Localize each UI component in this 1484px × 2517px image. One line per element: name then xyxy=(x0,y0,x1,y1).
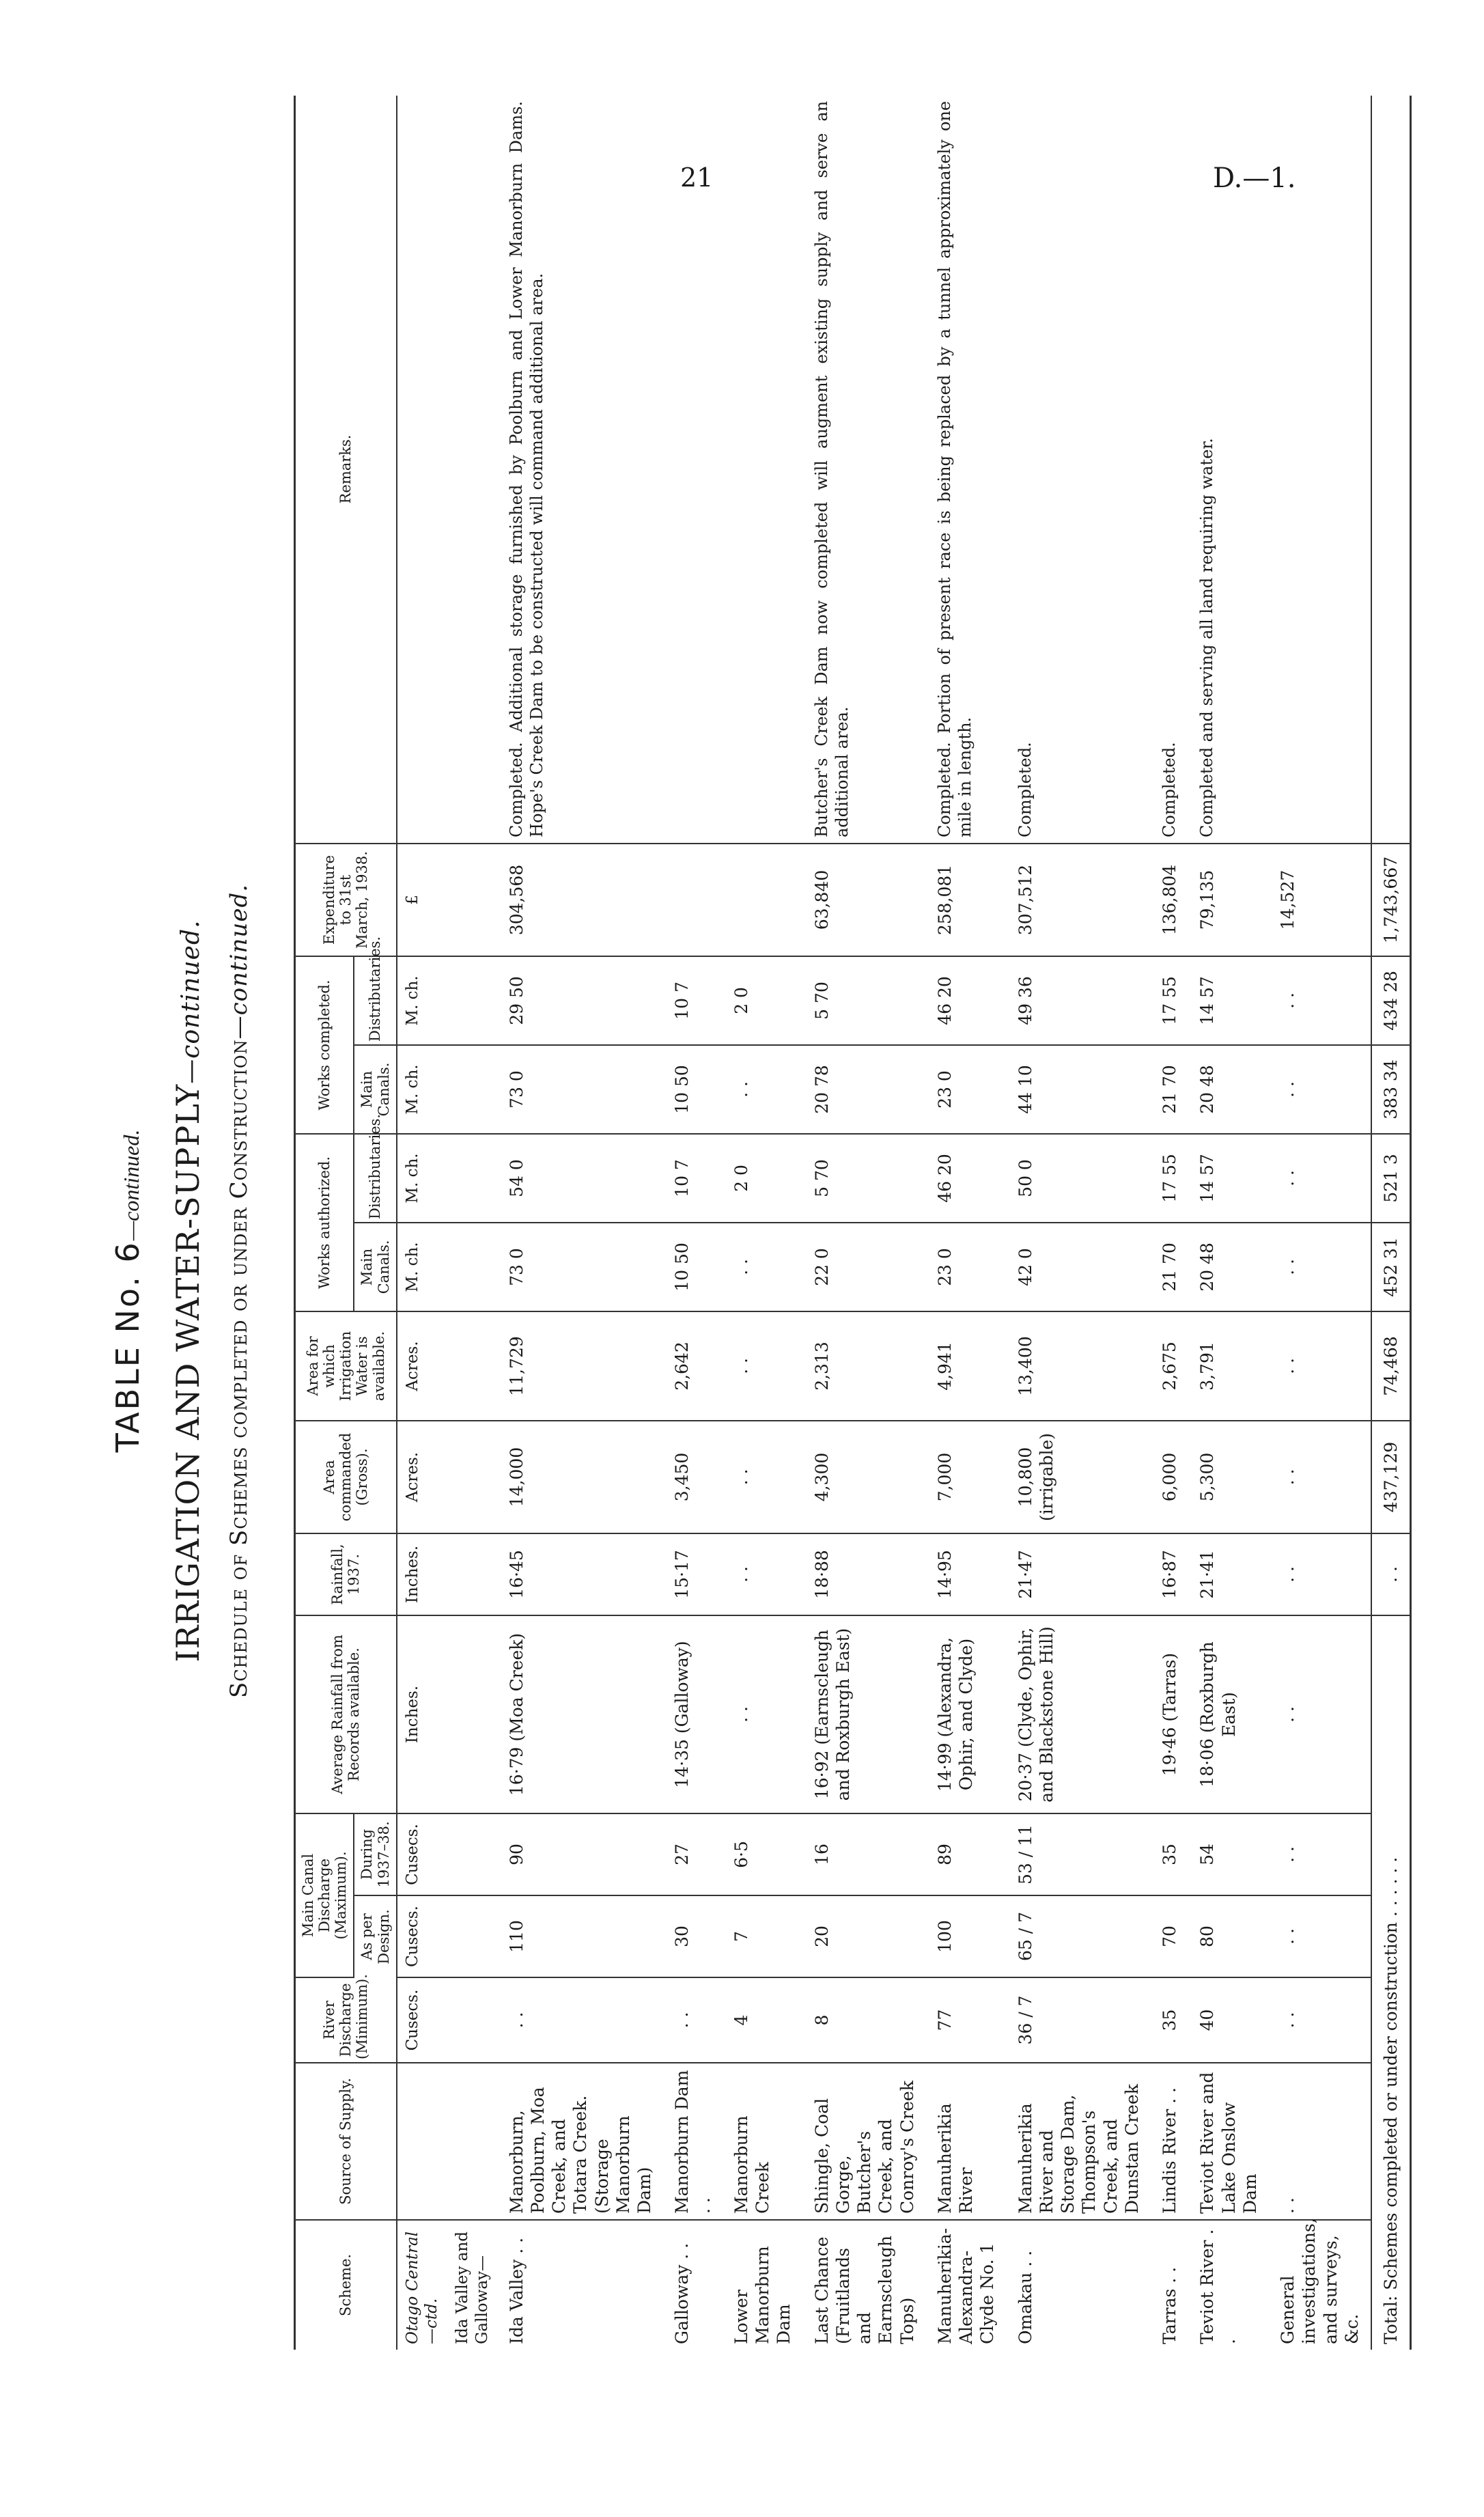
cell-wa-dist: 17 55 xyxy=(1151,1134,1188,1223)
document-reference: D.—1. xyxy=(1213,163,1296,194)
header-wc-distributaries: Distributaries. xyxy=(354,956,396,1045)
total-dots: . . . . . . xyxy=(1381,1857,1401,1917)
cell-source: Manorburn Dam . . xyxy=(663,2063,723,2220)
cell-wa-main: 20 48 xyxy=(1188,1223,1269,1311)
cell-river: 8 xyxy=(803,1977,926,2063)
cell-avg-rain: . . xyxy=(723,1615,803,1813)
cell-exp xyxy=(663,844,723,956)
header-source: Source of Supply. xyxy=(295,2063,397,2220)
cell-area-comm: . . xyxy=(1269,1421,1371,1533)
cell-scheme: Tarras . . xyxy=(1160,2266,1180,2344)
table-row xyxy=(723,96,803,2350)
cell-design: 65 / 7 xyxy=(1007,1895,1151,1977)
cell-area-comm: 3,450 xyxy=(663,1421,723,1533)
unit-remarks-empty xyxy=(397,96,448,844)
cell-during: 35 xyxy=(1151,1813,1188,1895)
cell-area-irr: 3,791 xyxy=(1188,1311,1269,1421)
table-row xyxy=(1007,96,1151,2350)
unit-wa-main: M. ch. xyxy=(397,1223,448,1311)
unit-avg-rain: Inches. xyxy=(397,1615,448,1813)
cell-wc-dist: 46 20 xyxy=(926,956,1007,1045)
cell-river: 40 xyxy=(1188,1977,1269,2063)
unit-exp: £ xyxy=(397,844,448,956)
cell-wc-main: 73 0 xyxy=(498,1045,664,1134)
cell-avg-rain: 16·92 (Earnscleugh and Roxburgh East) xyxy=(803,1615,926,1813)
cell-wc-dist: 29 50 xyxy=(498,956,664,1045)
cell-remarks: Completed. Portion of present race is being replaced by a tunnel approximately one mile in length. xyxy=(926,96,1007,844)
cell-area-comm: 10,800 (irrigable) xyxy=(1007,1421,1151,1533)
table-number-title xyxy=(109,232,146,2350)
header-works-completed: Works completed. xyxy=(295,956,354,1134)
unit-wc-main: M. ch. xyxy=(397,1045,448,1134)
header-river-discharge: River Discharge (Minimum). xyxy=(295,1977,397,2063)
table-row xyxy=(1188,96,1269,2350)
cell-wa-main: 73 0 xyxy=(498,1223,664,1311)
cell-rain: . . xyxy=(1269,1533,1371,1615)
cell-rain: . . xyxy=(723,1533,803,1615)
cell-scheme: Teviot River . . xyxy=(1197,2229,1239,2344)
cell-wa-dist: 50 0 xyxy=(1007,1134,1151,1223)
cell-rain: 21·41 xyxy=(1188,1533,1269,1615)
cell-wa-dist: 10 7 xyxy=(663,1134,723,1223)
cell-wc-main: 20 78 xyxy=(803,1045,926,1134)
cell-wa-main: 10 50 xyxy=(663,1223,723,1311)
total-rain: . . xyxy=(1371,1533,1411,1615)
cell-design: 20 xyxy=(803,1895,926,1977)
subgroup-row xyxy=(447,96,498,2350)
header-wa-main-canals: Main Canals. xyxy=(354,1223,396,1311)
cell-wc-dist: 14 57 xyxy=(1188,956,1269,1045)
header-area-irrigation: Area for which Irrigation Water is available. xyxy=(295,1311,397,1421)
cell-wa-dist: 54 0 xyxy=(498,1134,664,1223)
cell-area-comm: 14,000 xyxy=(498,1421,664,1533)
cell-during: 89 xyxy=(926,1813,1007,1895)
cell-river: 36 / 7 xyxy=(1007,1977,1151,2063)
cell-scheme: General investigations, and surveys, &c. xyxy=(1278,2218,1362,2344)
cell-exp: 79,135 xyxy=(1188,844,1269,956)
cell-exp: 304,568 xyxy=(498,844,664,956)
total-wc-main: 383 34 xyxy=(1371,1045,1411,1134)
cell-wc-dist: . . xyxy=(1269,956,1371,1045)
cell-source: Manorburn, Poolburn, Moa Creek, and Totara Creek. (Storage Manorburn Dam) xyxy=(498,2063,664,2220)
scheme-rows xyxy=(498,96,1372,2350)
group-label: Otago Central—ctd. xyxy=(403,2231,441,2344)
cell-remarks: Completed and serving all land requiring water. xyxy=(1188,96,1269,844)
cell-exp: 14,527 xyxy=(1269,844,1371,956)
cell-wa-dist: 2 0 xyxy=(723,1134,803,1223)
table-row xyxy=(1151,96,1188,2350)
cell-wc-main: . . xyxy=(723,1045,803,1134)
header-area-commanded: Area commanded (Gross). xyxy=(295,1421,397,1533)
cell-remarks xyxy=(663,96,723,844)
cell-river: . . xyxy=(663,1977,723,2063)
header-during: During 1937–38. xyxy=(354,1813,396,1895)
cell-avg-rain: 16·79 (Moa Creek) xyxy=(498,1615,664,1813)
cell-area-comm: 4,300 xyxy=(803,1421,926,1533)
cell-exp xyxy=(723,844,803,956)
table-row xyxy=(926,96,1007,2350)
cell-design: . . xyxy=(1269,1895,1371,1977)
total-label: Total: Schemes completed or under construction xyxy=(1381,1922,1401,2344)
cell-river: 77 xyxy=(926,1977,1007,2063)
cell-avg-rain: 20·37 (Clyde, Ophir, and Blackstone Hill) xyxy=(1007,1615,1151,1813)
cell-source: Lindis River . . xyxy=(1151,2063,1188,2220)
cell-wc-dist: 2 0 xyxy=(723,956,803,1045)
cell-wa-dist: . . xyxy=(1269,1134,1371,1223)
cell-wa-main: . . xyxy=(723,1223,803,1311)
unit-source-empty xyxy=(397,2063,448,2220)
cell-wc-dist: 5 70 xyxy=(803,956,926,1045)
cell-during: . . xyxy=(1269,1813,1371,1895)
cell-rain: 15·17 xyxy=(663,1533,723,1615)
cell-river: . . xyxy=(498,1977,664,2063)
header-main-canal: Main Canal Discharge (Maximum). xyxy=(295,1813,354,1977)
table-titles xyxy=(89,232,314,2350)
cell-exp: 136,804 xyxy=(1151,844,1188,956)
schedule-table xyxy=(294,96,1412,2350)
cell-area-comm: 7,000 xyxy=(926,1421,1007,1533)
cell-scheme: Lower Manorburn Dam xyxy=(731,2246,794,2344)
header-works-authorized: Works authorized. xyxy=(295,1134,354,1311)
cell-wa-main: . . xyxy=(1269,1223,1371,1311)
cell-during: 27 xyxy=(663,1813,723,1895)
cell-area-irr: . . xyxy=(1269,1311,1371,1421)
cell-area-irr: 2,313 xyxy=(803,1311,926,1421)
cell-remarks: Butcher's Creek Dam now completed will augment existing supply and serve an additional area. xyxy=(803,96,926,844)
cell-wc-main: 23 0 xyxy=(926,1045,1007,1134)
cell-area-irr: 11,729 xyxy=(498,1311,664,1421)
table-row xyxy=(1269,96,1371,2350)
table-number: TABLE No. 6 xyxy=(109,1240,146,1453)
cell-wc-main: 44 10 xyxy=(1007,1045,1151,1134)
table-header xyxy=(295,96,397,2350)
table-subtitle xyxy=(225,232,253,2350)
table-row xyxy=(663,96,723,2350)
cell-scheme: Ida Valley . . xyxy=(506,2237,527,2344)
cell-area-irr: 2,675 xyxy=(1151,1311,1188,1421)
cell-scheme: Galloway . . xyxy=(672,2242,692,2344)
unit-during: Cusecs. xyxy=(397,1813,448,1895)
cell-rain: 18·88 xyxy=(803,1533,926,1615)
cell-area-comm: 5,300 xyxy=(1188,1421,1269,1533)
cell-remarks xyxy=(723,96,803,844)
cell-wc-dist: 10 7 xyxy=(663,956,723,1045)
cell-rain: 16·45 xyxy=(498,1533,664,1615)
unit-wa-dist: M. ch. xyxy=(397,1134,448,1223)
cell-wc-main: . . xyxy=(1269,1045,1371,1134)
cell-remarks: Completed. xyxy=(1151,96,1188,844)
table-main-title xyxy=(169,232,206,2350)
cell-exp: 307,512 xyxy=(1007,844,1151,956)
cell-wa-main: 42 0 xyxy=(1007,1223,1151,1311)
cell-design: 30 xyxy=(663,1895,723,1977)
total-area-irr: 74,468 xyxy=(1371,1311,1411,1421)
cell-scheme: Manuherikia-Alexandra-Clyde No. 1 xyxy=(934,2227,998,2344)
cell-wa-main: 21 70 xyxy=(1151,1223,1188,1311)
header-expenditure: Expenditure to 31st March, 1938. xyxy=(295,844,397,956)
cell-exp: 258,081 xyxy=(926,844,1007,956)
header-avg-rainfall: Average Rainfall from Records available. xyxy=(295,1615,397,1813)
unit-river: Cusecs. xyxy=(397,1977,448,2063)
cell-design: 7 xyxy=(723,1895,803,1977)
total-remarks-empty xyxy=(1371,96,1411,844)
group-label-cell xyxy=(397,2220,448,2350)
cell-remarks xyxy=(1269,96,1371,844)
total-exp: 1,743,667 xyxy=(1371,844,1411,956)
header-wa-distributaries: Distributaries. xyxy=(354,1134,396,1223)
units-row xyxy=(397,96,448,2350)
cell-area-comm: . . xyxy=(723,1421,803,1533)
cell-design: 110 xyxy=(498,1895,664,1977)
table-row xyxy=(498,96,664,2350)
cell-rain: 21·47 xyxy=(1007,1533,1151,1615)
cell-avg-rain: 14·99 (Alexandra, Ophir, and Clyde) xyxy=(926,1615,1007,1813)
cell-area-irr: . . xyxy=(723,1311,803,1421)
header-rainfall-1937: Rainfall, 1937. xyxy=(295,1533,397,1615)
cell-river: 4 xyxy=(723,1977,803,2063)
total-row xyxy=(1371,96,1411,2350)
cell-during: 53 / 11 xyxy=(1007,1813,1151,1895)
header-as-per-design: As per Design. xyxy=(354,1895,396,1977)
total-body xyxy=(1371,96,1411,2350)
cell-wa-dist: 46 20 xyxy=(926,1134,1007,1223)
table-number-suffix: —continued. xyxy=(119,1129,143,1241)
cell-during: 16 xyxy=(803,1813,926,1895)
total-wa-main: 452 31 xyxy=(1371,1223,1411,1311)
cell-source: . . xyxy=(1269,2063,1371,2220)
unit-rain: Inches. xyxy=(397,1533,448,1615)
cell-area-irr: 2,642 xyxy=(663,1311,723,1421)
cell-wc-dist: 49 36 xyxy=(1007,956,1151,1045)
cell-rain: 14·95 xyxy=(926,1533,1007,1615)
cell-wa-dist: 14 57 xyxy=(1188,1134,1269,1223)
header-scheme: Scheme. xyxy=(295,2220,397,2350)
cell-avg-rain: 18·06 (Roxburgh East) xyxy=(1188,1615,1269,1813)
cell-wa-dist: 5 70 xyxy=(803,1134,926,1223)
total-wa-dist: 521 3 xyxy=(1371,1134,1411,1223)
cell-avg-rain: 19·46 (Tarras) xyxy=(1151,1615,1188,1813)
cell-during: 54 xyxy=(1188,1813,1269,1895)
cell-during: 90 xyxy=(498,1813,664,1895)
cell-rain: 16·87 xyxy=(1151,1533,1188,1615)
cell-wa-main: 22 0 xyxy=(803,1223,926,1311)
cell-during: 6·5 xyxy=(723,1813,803,1895)
cell-source: Teviot River and Lake Onslow Dam xyxy=(1188,2063,1269,2220)
subgroup-label: Ida Valley and Galloway— xyxy=(453,2231,491,2344)
unit-design: Cusecs. xyxy=(397,1895,448,1977)
cell-source: Manorburn Creek xyxy=(723,2063,803,2220)
cell-design: 80 xyxy=(1188,1895,1269,1977)
page-number: 21 xyxy=(680,163,714,193)
subtitle-suffix: —continued. xyxy=(225,883,253,1040)
cell-river: . . xyxy=(1269,1977,1371,2063)
header-remarks: Remarks. xyxy=(295,96,397,844)
cell-source: Shingle, Coal Gorge, Butcher's Creek, and Conroy's Creek xyxy=(803,2063,926,2220)
cell-avg-rain: 14·35 (Galloway) xyxy=(663,1615,723,1813)
cell-scheme: Omakau . . xyxy=(1015,2250,1035,2344)
cell-remarks: Completed. xyxy=(1007,96,1151,844)
cell-wc-main: 20 48 xyxy=(1188,1045,1269,1134)
cell-area-irr: 13,400 xyxy=(1007,1311,1151,1421)
cell-source: Manuherikia River and Storage Dam, Thompson's Creek, and Dunstan Creek xyxy=(1007,2063,1151,2220)
cell-source: Manuherikia River xyxy=(926,2063,1007,2220)
cell-exp: 63,840 xyxy=(803,844,926,956)
main-title-suffix: —continued. xyxy=(177,919,205,1084)
total-wc-dist: 434 28 xyxy=(1371,956,1411,1045)
cell-design: 100 xyxy=(926,1895,1007,1977)
table-body xyxy=(397,96,498,2350)
subtitle: Schedule of Schemes completed or under Construction xyxy=(225,1039,253,1699)
unit-wc-dist: M. ch. xyxy=(397,956,448,1045)
cell-wc-main: 10 50 xyxy=(663,1045,723,1134)
table-row xyxy=(803,96,926,2350)
cell-scheme: Last Chance (Fruitlands and Earnscleugh Tops) xyxy=(811,2235,917,2344)
total-label-cell xyxy=(1371,1615,1411,2350)
cell-wa-main: 23 0 xyxy=(926,1223,1007,1311)
cell-avg-rain: . . xyxy=(1269,1615,1371,1813)
unit-area-irr: Acres. xyxy=(397,1311,448,1421)
total-area-comm: 437,129 xyxy=(1371,1421,1411,1533)
header-wc-main-canals: Main Canals. xyxy=(354,1045,396,1134)
main-title: IRRIGATION AND WATER-SUPPLY xyxy=(169,1083,206,1663)
cell-wc-dist: 17 55 xyxy=(1151,956,1188,1045)
cell-area-comm: 6,000 xyxy=(1151,1421,1188,1533)
cell-design: 70 xyxy=(1151,1895,1188,1977)
cell-area-irr: 4,941 xyxy=(926,1311,1007,1421)
unit-area-comm: Acres. xyxy=(397,1421,448,1533)
cell-remarks: Completed. Additional storage furnished by Poolburn and Lower Manorburn Dams. Hope's Creek Dam to be constructed will command additional area. xyxy=(498,96,664,844)
cell-wc-main: 21 70 xyxy=(1151,1045,1188,1134)
cell-river: 35 xyxy=(1151,1977,1188,2063)
